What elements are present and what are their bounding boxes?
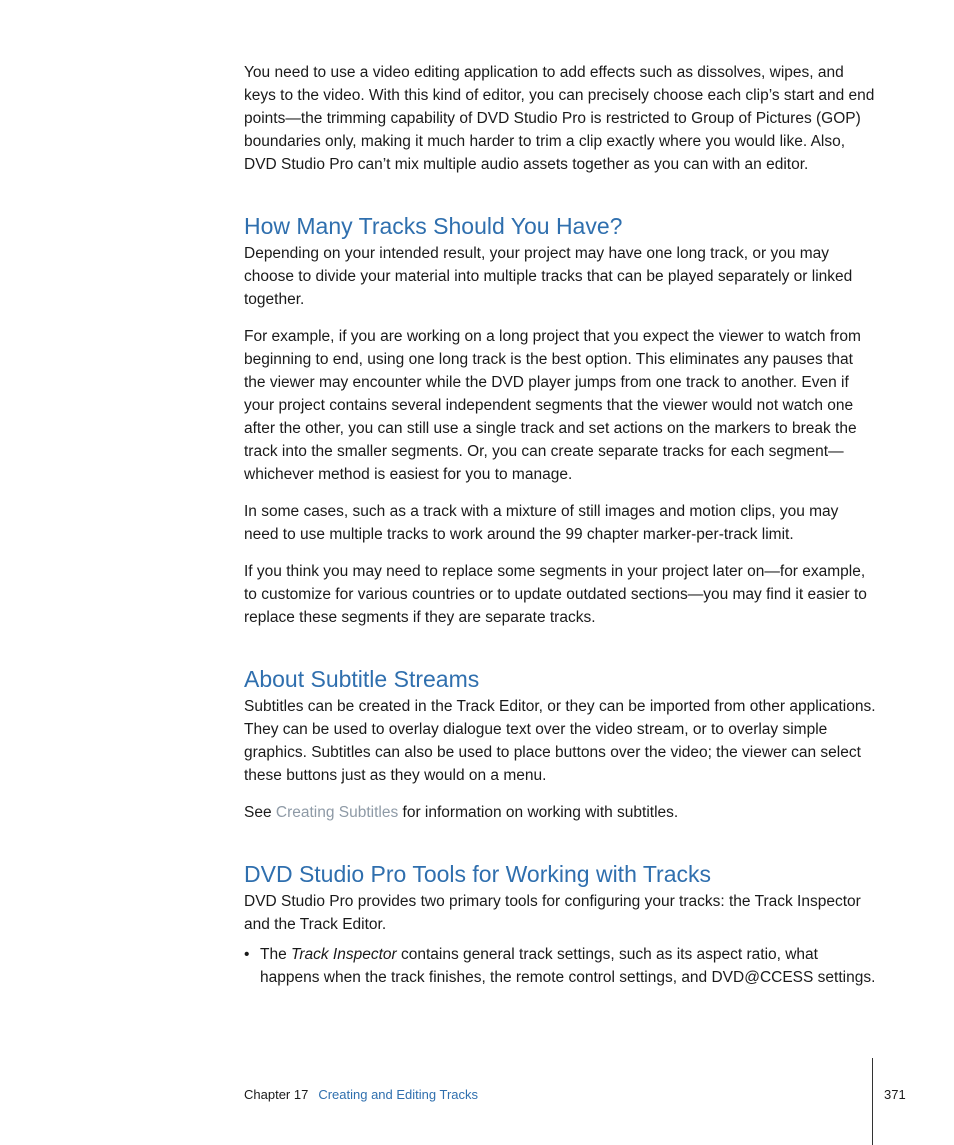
chapter-title-link[interactable]: Creating and Editing Tracks	[318, 1087, 479, 1102]
section-subtitle-streams	[244, 665, 876, 824]
paragraph: For example, if you are working on a long project that you expect the viewer to watch from beginning to end, using one long track is the best option. This eliminates any pauses that the viewer may encounter while the DVD player jumps from one track to another. Even if your project contains several independent segments that the viewer would not watch one after the other, you can still use a single track and set actions on the markers to break the track into the smaller segments. Or, you can create separate tracks for each segment—whichever method is easiest for you to manage.	[244, 328, 861, 483]
bullet-prefix: The	[260, 946, 292, 963]
page-content	[244, 61, 876, 989]
section-heading: DVD Studio Pro Tools for Working with Tracks	[244, 861, 711, 887]
section-heading: How Many Tracks Should You Have?	[244, 213, 623, 239]
section-tools	[244, 860, 876, 989]
creating-subtitles-link[interactable]: Creating Subtitles	[275, 804, 399, 821]
paragraph: If you think you may need to replace some segments in your project later on—for example, to customize for various countries or to update outdated sections—you may find it easier to replace these segments if they are separate tracks.	[244, 563, 867, 626]
bullet-item	[244, 943, 876, 989]
chapter-label: Chapter 17	[244, 1087, 309, 1102]
bullet-marker: •	[244, 946, 250, 963]
paragraph: Subtitles can be created in the Track Editor, or they can be imported from other applications. They can be used to overlay dialogue text over the video stream, or to overlay simple graphics. Subtitles can also be used to place buttons over the video; the viewer can select these buttons just as they would on a menu.	[244, 698, 876, 784]
paragraph: Depending on your intended result, your project may have one long track, or you may choose to divide your material into multiple tracks that can be played separately or linked together.	[244, 245, 853, 308]
bullet-term: Track Inspector	[291, 946, 397, 963]
see-suffix: for information on working with subtitles.	[398, 804, 679, 821]
paragraph: In some cases, such as a track with a mixture of still images and motion clips, you may need to use multiple tracks to work around the 99 chapter marker-per-track limit.	[244, 503, 839, 543]
bullet-text: contains general track settings, such as its aspect ratio, what happens when the track finishes, the remote control settings, and DVD@CCESS settings.	[260, 946, 876, 986]
page-footer	[244, 1086, 904, 1104]
see-also-paragraph	[244, 801, 876, 824]
section-how-many-tracks	[244, 212, 876, 629]
section-heading: About Subtitle Streams	[244, 666, 480, 692]
intro-paragraph: You need to use a video editing application to add effects such as dissolves, wipes, and keys to the video. With this kind of editor, you can precisely choose each clip’s start and end points—the trimming capability of DVD Studio Pro is restricted to Group of Pictures (GOP) boundaries only, making it much harder to trim a clip exactly where you would like. Also, DVD Studio Pro can’t mix multiple audio assets together as you can with an editor.	[244, 64, 875, 173]
page-number: 371	[884, 1087, 906, 1102]
see-prefix: See	[244, 804, 276, 821]
footer-divider	[872, 1058, 873, 1145]
paragraph: DVD Studio Pro provides two primary tools for configuring your tracks: the Track Inspector and the Track Editor.	[244, 893, 861, 933]
